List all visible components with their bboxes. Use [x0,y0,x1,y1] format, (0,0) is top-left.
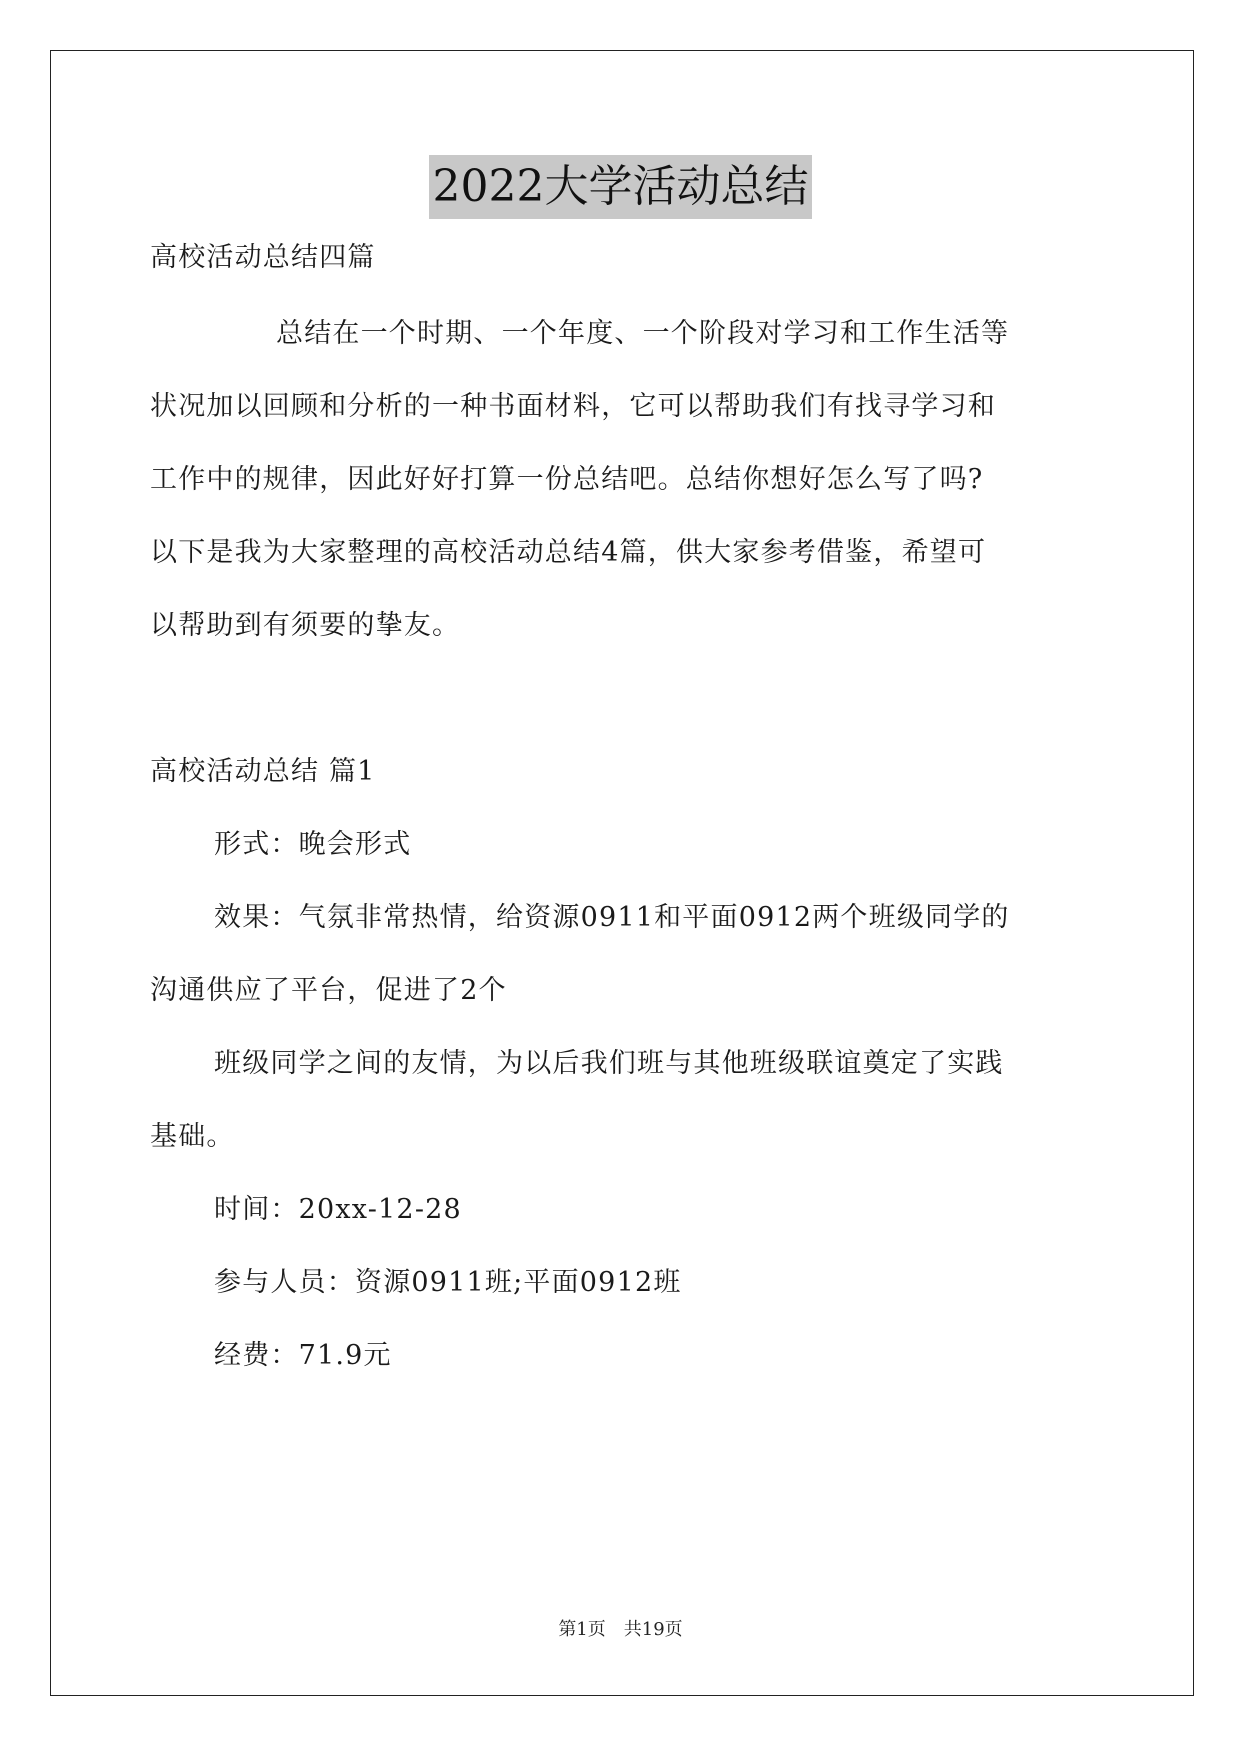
participants-line: 参与人员：资源0911班;平面0912班 [214,1267,682,1298]
intro-line-1: 总结在一个时期、一个年度、一个阶段对学习和工作生活等 [276,318,1010,349]
subtitle: 高校活动总结四篇 [150,242,376,273]
budget-line: 经费：71.9元 [214,1340,392,1371]
page-footer: 第1页 共19页 [558,1619,683,1640]
intro-line-3: 工作中的规律，因此好好打算一份总结吧。总结你想好怎么写了吗? [150,464,984,495]
form-line: 形式：晚会形式 [214,829,412,860]
intro-line-4: 以下是我为大家整理的高校活动总结4篇，供大家参考借鉴，希望可 [150,537,987,568]
section-heading: 高校活动总结 篇1 [150,756,376,787]
intro-line-5: 以帮助到有须要的挚友。 [150,610,461,641]
document-title: 2022大学活动总结 [429,155,813,219]
intro-line-2: 状况加以回顾和分析的一种书面材料，它可以帮助我们有找寻学习和 [150,391,996,422]
effect-line-3: 班级同学之间的友情，为以后我们班与其他班级联谊奠定了实践 [214,1048,1004,1079]
effect-line-4: 基础。 [150,1121,235,1152]
time-line: 时间：20xx-12-28 [214,1194,462,1225]
page-border [50,50,1194,1696]
effect-line-2: 沟通供应了平台，促进了2个 [150,975,507,1006]
effect-line-1: 效果：气氛非常热情，给资源0911和平面0912两个班级同学的 [214,902,1010,933]
title-container [0,155,1241,219]
